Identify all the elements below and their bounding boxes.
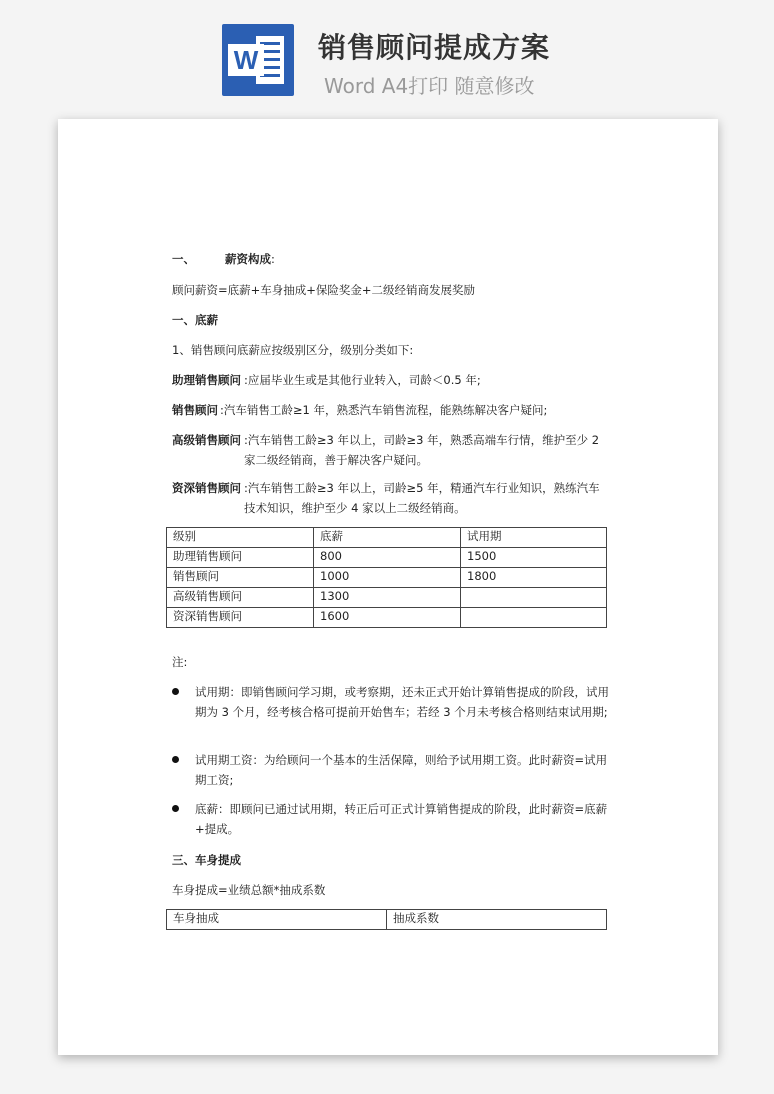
list-item-text: 试用期工资：为给顾问一个基本的生活保障，则给予试用期工资。此时薪资=试用期工资; [195, 753, 608, 787]
table-cell: 资深销售顾问 [167, 608, 314, 628]
table-cell: 800 [314, 548, 461, 568]
section-1-title: 薪资构成 [225, 252, 272, 266]
salary-table [166, 527, 607, 628]
table-header-cell: 底薪 [314, 528, 461, 548]
table-header-cell: 级别 [167, 528, 314, 548]
page-subtitle: Word A4打印 随意修改 [324, 74, 535, 98]
table-cell: 1300 [314, 588, 461, 608]
section-1-heading [172, 249, 275, 269]
table-row [167, 568, 607, 588]
page-title: 销售顾问提成方案 [318, 31, 551, 64]
table-cell: 高级销售顾问 [167, 588, 314, 608]
level-label: 资深销售顾问 [172, 481, 241, 495]
table-cell: 销售顾问 [167, 568, 314, 588]
commission-formula: 车身提成=业绩总额*抽成系数 [172, 883, 326, 897]
bullet-dot [172, 805, 179, 812]
table-cell [461, 588, 607, 608]
section-1-number: 一、 [172, 252, 195, 266]
level-intro: 1、销售顾问底薪应按级别区分，级别分类如下: [172, 343, 414, 357]
word-icon-letter: W [228, 44, 264, 76]
table-cell: 1000 [314, 568, 461, 588]
header-banner [0, 0, 774, 110]
table-header-row [167, 528, 607, 548]
salary-formula: 顾问薪资=底薪+车身抽成+保险奖金+二级经销商发展奖励 [172, 283, 476, 297]
bullet-dot [172, 756, 179, 763]
table-header-row [167, 910, 607, 930]
section-3-heading: 三、车身提成 [172, 853, 241, 867]
level-text: :汽车销售工龄≥1 年，熟悉汽车销售流程，能熟练解决客户疑问; [220, 403, 548, 417]
section-2-heading: 一、底薪 [172, 313, 218, 327]
commission-table [166, 909, 607, 930]
level-text: :汽车销售工龄≥3 年以上，司龄≥5 年，精通汽车行业知识，熟练汽车技术知识，维护至少 4 家以上二级经销商。 [244, 481, 600, 515]
list-item-text: 底薪：即顾问已通过试用期，转正后可正式计算销售提成的阶段，此时薪资=底薪+提成。 [195, 802, 608, 836]
table-row [167, 548, 607, 568]
table-row [167, 588, 607, 608]
document-page [58, 119, 718, 1055]
level-text: :汽车销售工龄≥3 年以上，司龄≥3 年，熟悉高端车行情，维护至少 2 家二级经销商，善于解决客户疑问。 [244, 433, 600, 467]
level-label: 助理销售顾问 [172, 373, 241, 387]
bullet-dot [172, 688, 179, 695]
word-icon [222, 24, 294, 96]
level-label: 销售顾问 [172, 403, 218, 417]
list-item-text: 试用期：即销售顾问学习期，或考察期，还未正式开始计算销售提成的阶段，试用期为 3 个月，经考核合格可提前开始售车；若经 3 个月未考核合格则结束试用期; [195, 685, 609, 719]
section-1-colon: : [271, 252, 275, 266]
table-header-cell: 试用期 [461, 528, 607, 548]
table-cell: 1800 [461, 568, 607, 588]
table-cell: 助理销售顾问 [167, 548, 314, 568]
level-label: 高级销售顾问 [172, 433, 241, 447]
table-header-cell: 车身抽成 [167, 910, 387, 930]
table-cell: 1600 [314, 608, 461, 628]
level-text: :应届毕业生或是其他行业转入，司龄＜0.5 年; [244, 373, 481, 387]
table-row [167, 608, 607, 628]
table-cell [461, 608, 607, 628]
table-header-cell: 抽成系数 [387, 910, 607, 930]
table-cell: 1500 [461, 548, 607, 568]
note-label: 注: [172, 655, 188, 669]
